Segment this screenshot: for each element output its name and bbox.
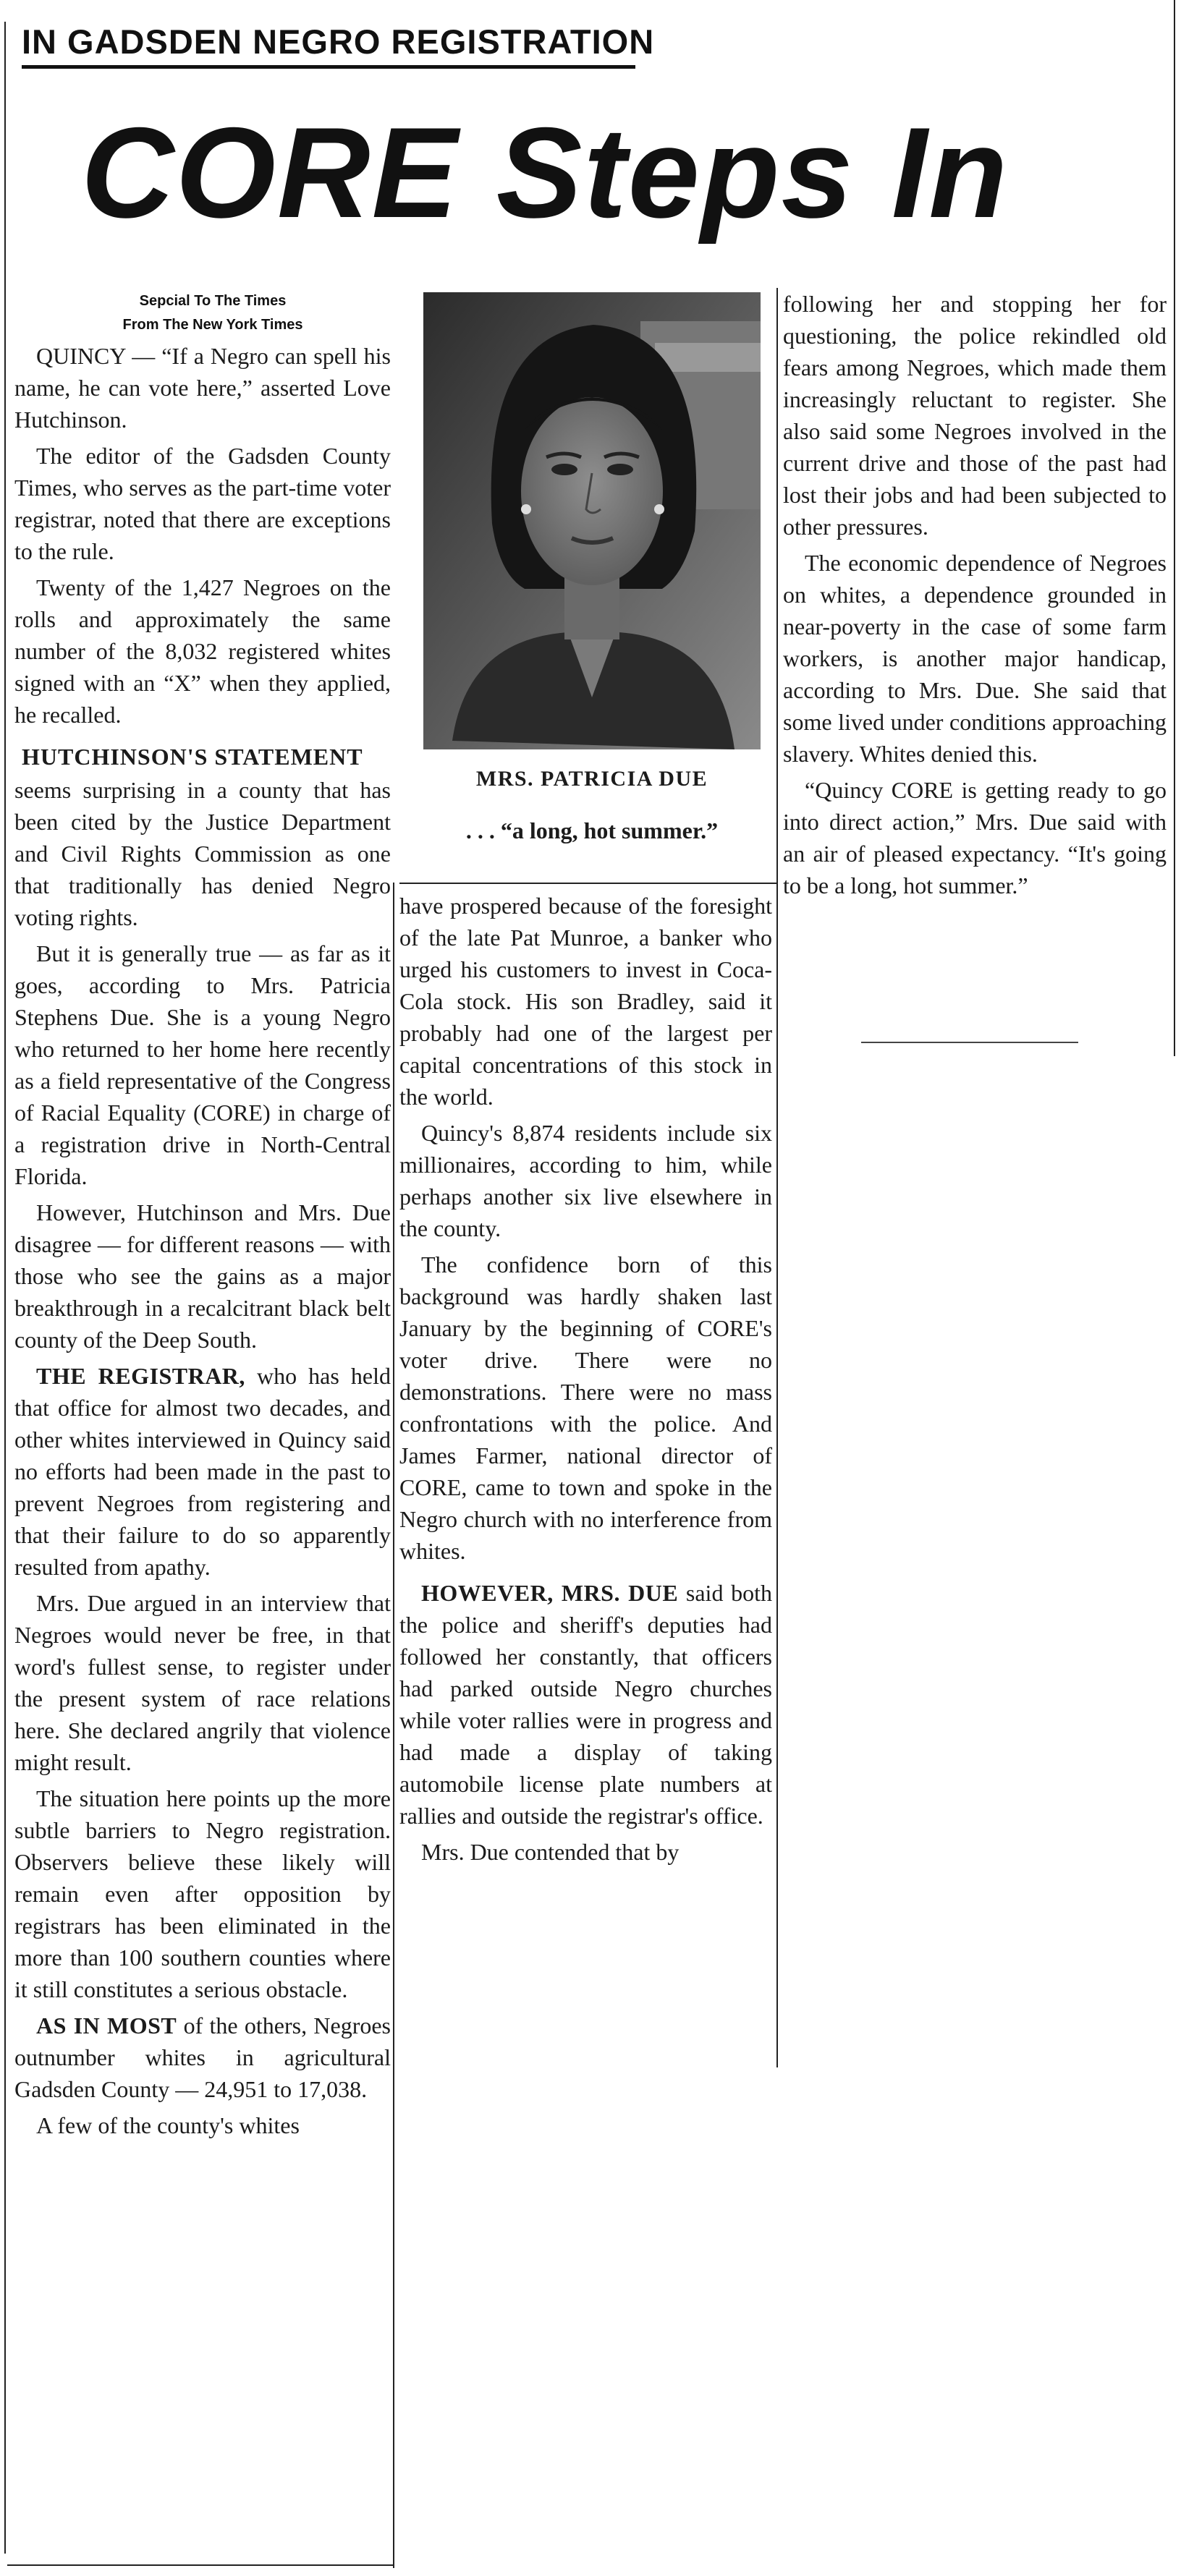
paragraph [14, 2010, 391, 2105]
paragraph: The situation here points up the more subtle barriers to Negro registration. Observers believe these likely will remain even after opposition by registrars has been eliminated in the more than 100 southern counties where it still constitutes a serious obstacle. [14, 1785, 391, 2002]
paragraph-body: who has held that office for almost two decades, and other whites interviewed in Quincy said no efforts had been made in the past to prevent Negroes from registering and that their failure to do so apparently resulted from apathy. [14, 1363, 391, 1580]
paragraph-lead: AS IN MOST [36, 2012, 177, 2039]
credit-line-2: From The New York Times [122, 317, 303, 333]
paragraph: “Quincy CORE is getting ready to go into direct action,” Mrs. Due said with an air of pleased expectancy. “It's going to be a long, hot summer.” [783, 777, 1167, 898]
paragraph: The confidence born of this background was hardly shaken last January by the beginning of CORE's voter drive. There were no demonstrations. There were no mass confrontations with the police. And James Farmer, national director of CORE, came to town and spoke in the Negro church with no interference from whites. [399, 1251, 772, 1564]
column-1 [14, 340, 391, 2146]
paragraph: The economic dependence of Negroes on whites, a dependence grounded in near-poverty in the case of some farm workers, is another major handicap, according to Mrs. Due. She said that some lived under conditions approaching slavery. Whites denied this. [783, 550, 1167, 767]
paragraph-lead: HOWEVER, MRS. DUE [421, 1580, 679, 1606]
portrait-photo [423, 292, 761, 749]
paragraph [399, 1577, 772, 1832]
paragraph: Twenty of the 1,427 Negroes on the rolls and approximately the same number of the 8,032 registered whites signed with an “X” when they applied, he recalled. [14, 574, 391, 728]
kicker-heading: IN GADSDEN NEGRO REGISTRATION [22, 22, 655, 61]
paragraph: Mrs. Due argued in an interview that Negroes would never be free, in that word's fullest sense, to register under the present system of race relations here. She declared angrily that violence might result. [14, 1590, 391, 1775]
column-rule-left-edge [4, 22, 6, 2554]
paragraph: A few of the county's whites [36, 2112, 300, 2138]
column-rule-1-2 [393, 883, 394, 2568]
column-rule-right-edge [1174, 0, 1175, 1056]
paragraph: But it is generally true — as far as it goes, according to Mrs. Patricia Stephens Due. She is a young Negro who returned to her home here recently as a field representative of the Congress of Racial Equality (CORE) in charge of a registration drive in North-Central Florida. [14, 940, 391, 1189]
paragraph-body: of the others, Negroes outnumber whites in agricultural Gadsden County — 24,951 to 17,038. [14, 2012, 391, 2102]
paragraph: following her and stopping her for questioning, the police rekindled old fears among Negroes, which made them increasingly reluctant to register. She also said some Negroes involved in the current drive and those of the past had lost their jobs and had been subjected to other pressures. [783, 291, 1167, 540]
end-of-story-rule [861, 1042, 1078, 1043]
kicker-underline [22, 65, 635, 69]
subhead-rule [399, 883, 776, 884]
column-rule-2-3 [776, 288, 778, 2067]
paragraph: The editor of the Gadsden County Times, who serves as the part-time voter registrar, noted that there are exceptions to the rule. [14, 443, 391, 564]
photo-caption-quote: . . . “a long, hot summer.” [465, 817, 719, 843]
paragraph-lead: THE REGISTRAR, [36, 1363, 245, 1389]
paragraph: have prospered because of the foresight of the late Pat Munroe, a banker who urged his customers to invest in Coca-Cola stock. His son Bradley, said it probably had one of the largest per capital concentrations of this stock in the world. [399, 893, 772, 1110]
headline: CORE Steps In [81, 101, 1009, 245]
column-2 [399, 890, 772, 1872]
paragraph: QUINCY — “If a Negro can spell his name, he can vote here,” asserted Love Hutchinson. [14, 343, 391, 433]
photo-caption-name: MRS. PATRICIA DUE [475, 767, 708, 791]
paragraph: However, Hutchinson and Mrs. Due disagree — for different reasons — with those who see the gains as a major breakthrough in a recalcitrant black belt county of the Deep South. [14, 1199, 391, 1353]
portrait-image [423, 292, 761, 749]
column-3 [783, 288, 1167, 906]
paragraph [14, 1360, 391, 1583]
byline-credit [61, 289, 365, 337]
paragraph: seems surprising in a county that has been cited by the Justice Department and Civil Rights Commission as one that traditionally has denied Negro voting rights. [14, 777, 391, 930]
paragraph: Quincy's 8,874 residents include six millionaires, according to him, while perhaps another six live elsewhere in the county. [399, 1120, 772, 1241]
bottom-rule [7, 2564, 393, 2566]
paragraph-body: said both the police and sheriff's deputies had followed her constantly, that officers had parked outside Negro churches while voter rallies were in progress and had made a display of taking automobile license plate numbers at rallies and outside the registrar's office. [399, 1580, 773, 1829]
credit-line-1: Sepcial To The Times [139, 293, 287, 309]
subhead-hutchinson: HUTCHINSON'S STATEMENT [22, 744, 363, 770]
paragraph: Mrs. Due contended that by [421, 1839, 680, 1865]
